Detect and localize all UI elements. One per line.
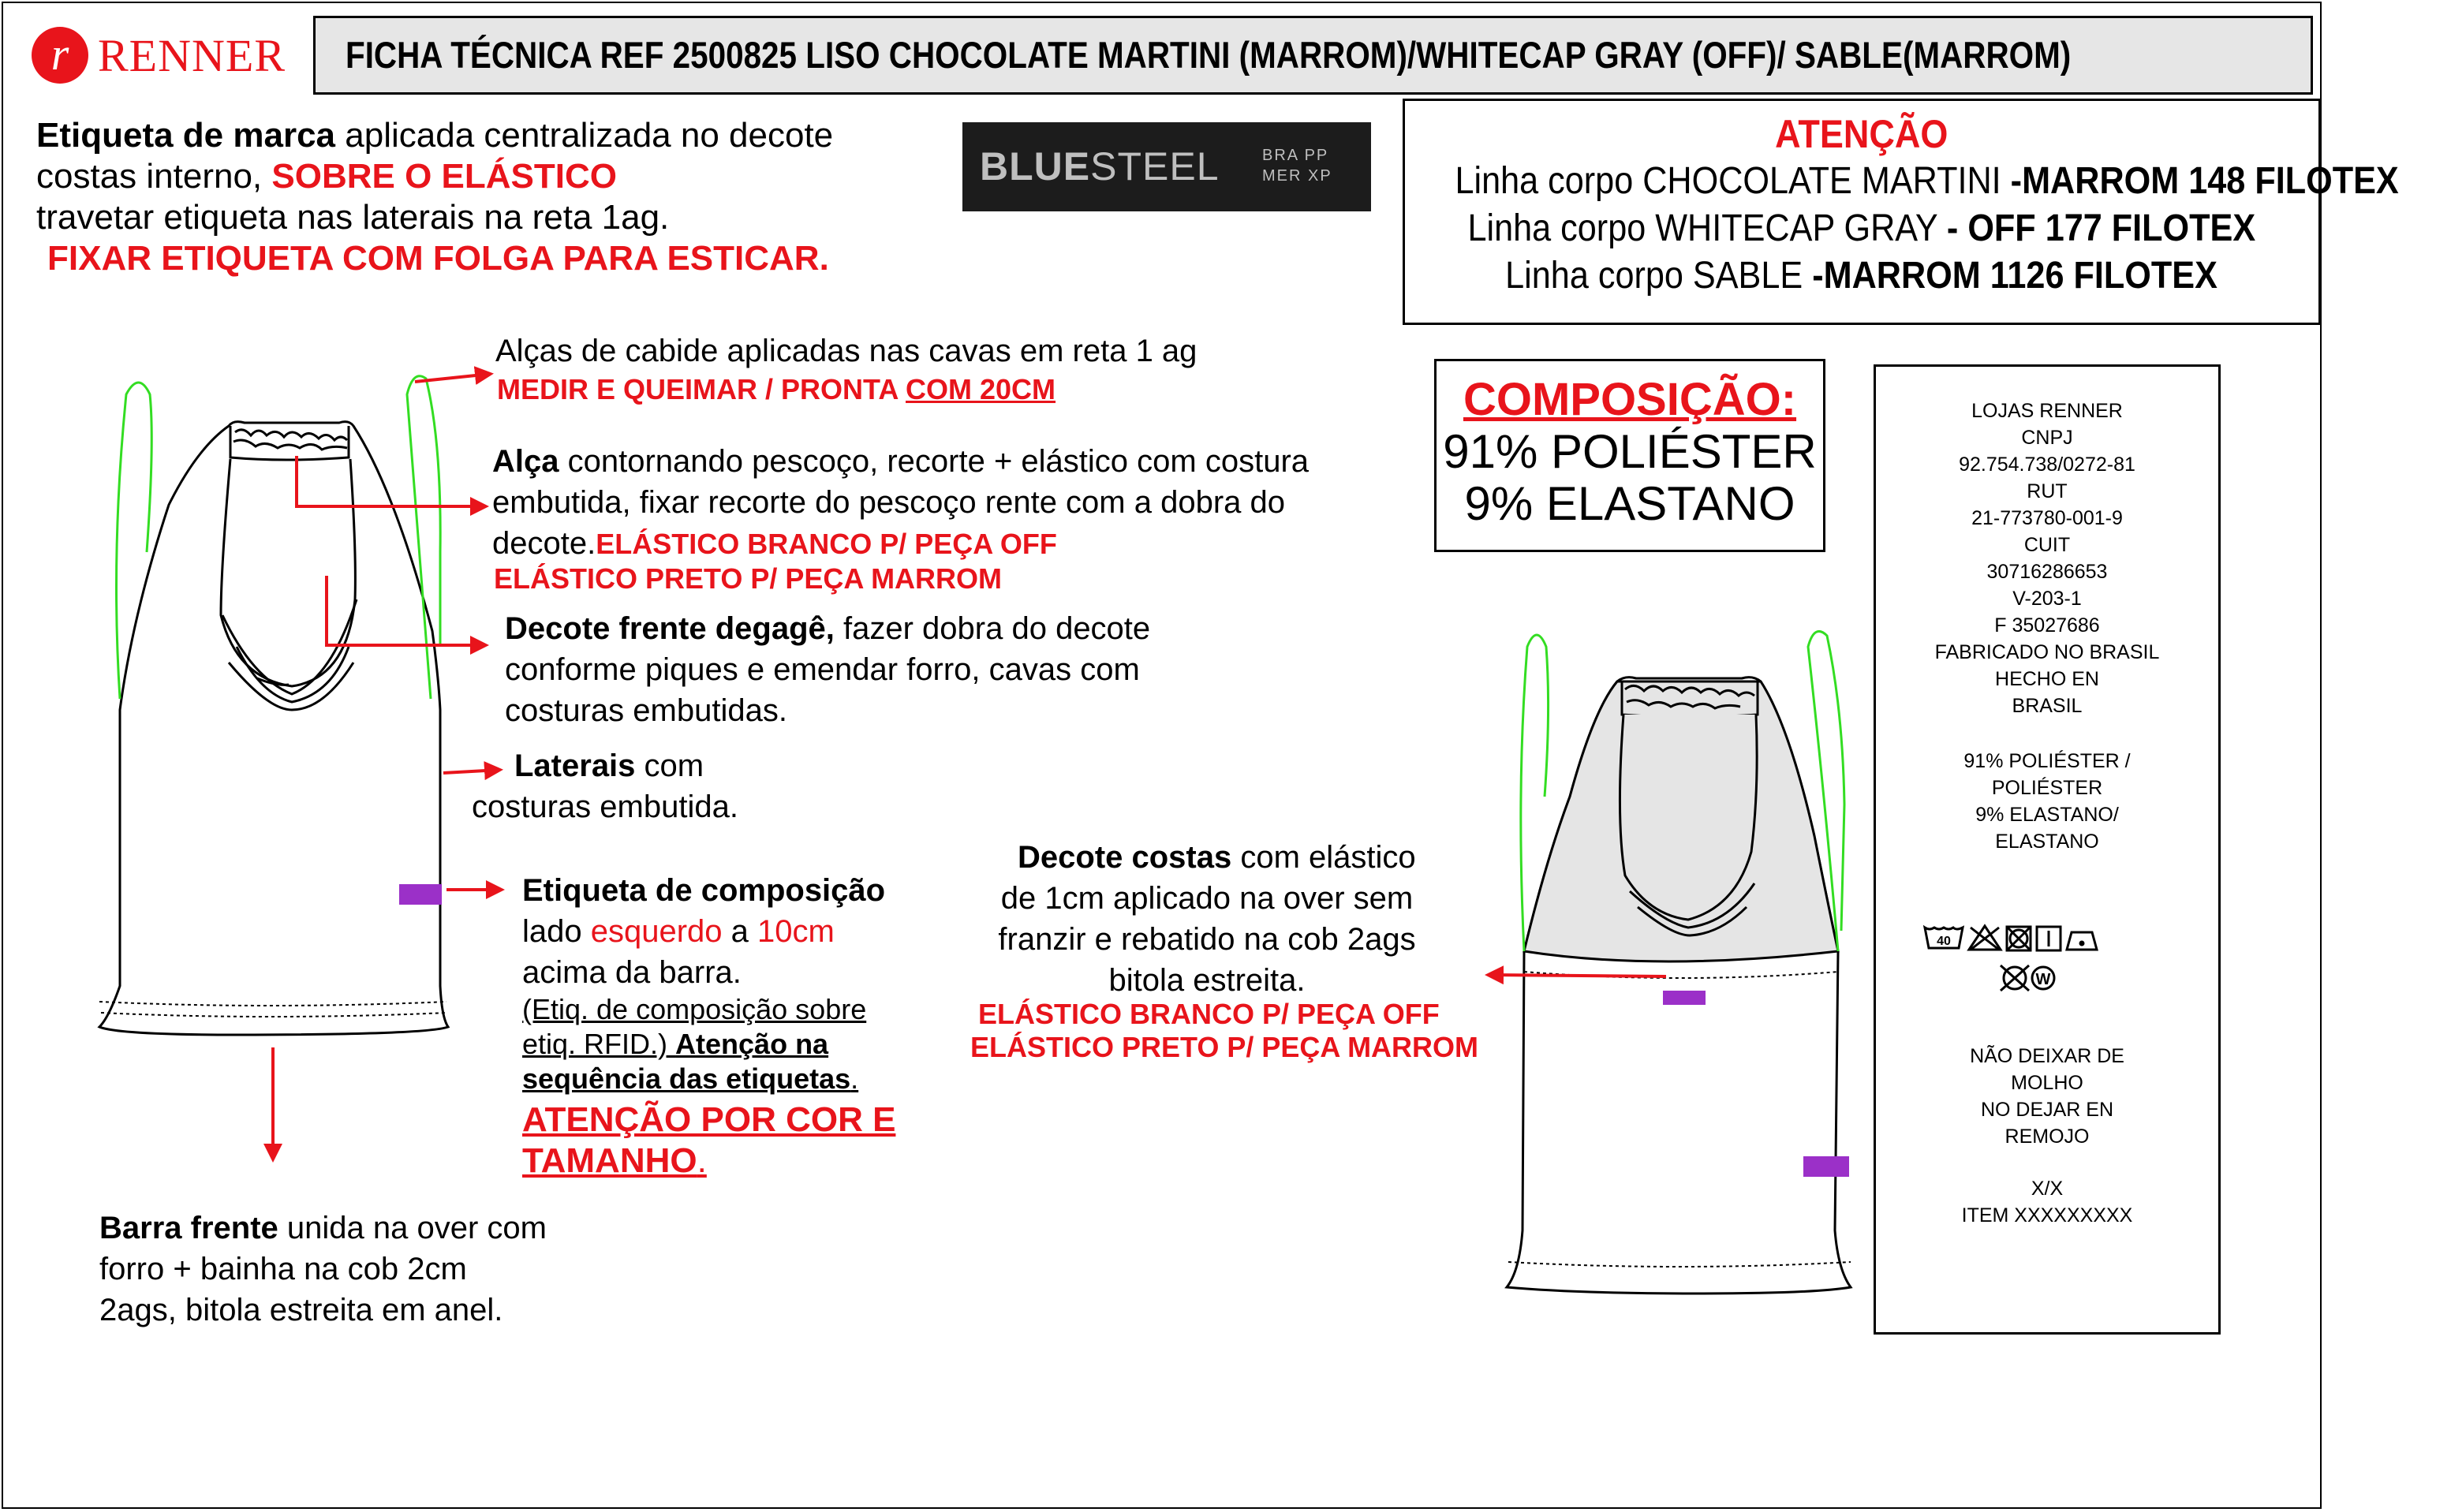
care-label-line: POLIÉSTER <box>1991 777 2103 799</box>
note-etiqueta-4: (Etiq. de composição sobre <box>522 993 867 1025</box>
care-label-line: 21-773780-001-9 <box>1971 507 2123 529</box>
attention-line-3: Linha corpo SABLE -MARROM 1126 FILOTEX <box>1505 255 2218 297</box>
note-alcas-2: MEDIR E QUEIMAR / PRONTA COM 20CM <box>497 373 1056 405</box>
note-etiqueta-5: etiq. RFID.) Atenção na <box>522 1028 829 1060</box>
note-decote-frente-3: costuras embutidas. <box>505 693 787 728</box>
note-alca-2: embutida, fixar recorte do pescoço rente com a dobra do <box>492 485 1285 520</box>
note-costas-4: bitola estreita. <box>1108 963 1306 998</box>
care-label-line: LOJAS RENNER <box>1971 400 2123 422</box>
back-garment <box>1507 678 1851 1294</box>
note-etiqueta-2: lado esquerdo a 10cm <box>522 914 835 949</box>
front-composition-label-marker <box>399 884 442 905</box>
logo-text: RENNER <box>98 30 286 81</box>
note-etiqueta-6: sequência das etiquetas. <box>522 1062 859 1095</box>
care-label-line: MOLHO <box>2011 1072 2083 1094</box>
care-label-line: NO DEJAR EN <box>1980 1099 2114 1121</box>
care-label-line: REMOJO <box>2005 1126 2090 1148</box>
arrow-decote-costas <box>1488 975 1666 976</box>
note-alcas-1: Alças de cabide aplicadas nas cavas em reta 1 ag <box>495 334 1197 368</box>
care-label-line: FABRICADO NO BRASIL <box>1934 641 2160 663</box>
note-costas-3: franzir e rebatido na cob 2ags <box>998 922 1416 957</box>
note-decote-frente-1: Decote frente degagê, fazer dobra do decote <box>505 611 1151 646</box>
note-costas-1: Decote costas com elástico <box>1018 840 1416 875</box>
brand-sample-name: BLUESTEEL <box>980 144 1220 189</box>
note-alca-1: Alça contornando pescoço, recorte + elástico com costura <box>492 444 1310 479</box>
composition-line-1: 91% POLIÉSTER <box>1443 425 1817 478</box>
care-label-line: BRASIL <box>2012 695 2083 717</box>
page-title: FICHA TÉCNICA REF 2500825 LISO CHOCOLATE MARTINI (MARROM)/WHITECAP GRAY (OFF)/ SABLE(MARROM) <box>346 34 2072 76</box>
care-label-line: HECHO EN <box>1995 668 2099 690</box>
note-etiqueta-7: ATENÇÃO POR COR E <box>522 1100 896 1139</box>
brand-label-note-1: Etiqueta de marca aplicada centralizada no decote <box>36 116 834 155</box>
care-label-line: RUT <box>2027 480 2068 502</box>
attention-line-2: Linha corpo WHITECAP GRAY - OFF 177 FILOTEX <box>1467 207 2256 249</box>
note-costas-5: ELÁSTICO BRANCO P/ PEÇA OFF <box>978 998 1440 1030</box>
brand-label-note-3: travetar etiqueta nas laterais na reta 1ag. <box>36 198 670 237</box>
note-costas-2: de 1cm aplicado na over sem <box>1000 881 1414 916</box>
attention-line-1: Linha corpo CHOCOLATE MARTINI -MARROM 148 FILOTEX <box>1455 160 2399 202</box>
care-label-size: X/X <box>2031 1178 2064 1200</box>
note-laterais-1: Laterais com <box>514 749 704 783</box>
note-alca-3: decote.ELÁSTICO BRANCO P/ PEÇA OFF <box>492 526 1057 561</box>
care-label-line: ELASTANO <box>1995 831 2099 853</box>
care-label-line: NÃO DEIXAR DE <box>1970 1045 2124 1067</box>
back-brand-label-marker <box>1663 991 1706 1005</box>
care-label-line: V-203-1 <box>2012 588 2082 610</box>
attention-title: ATENÇÃO <box>1775 112 1948 156</box>
front-garment <box>99 422 448 1035</box>
renner-logo-icon: r <box>32 27 88 84</box>
note-barra-3: 2ags, bitola estreita em anel. <box>99 1293 503 1327</box>
brand-label-note-2: costas interno, SOBRE O ELÁSTICO <box>36 157 617 196</box>
care-label-line: CUIT <box>2023 534 2071 556</box>
note-barra-1: Barra frente unida na over com <box>99 1211 547 1245</box>
wash-temp-label: 40 <box>1937 935 1951 948</box>
note-etiqueta-1: Etiqueta de composição <box>522 873 886 908</box>
care-label-line: 30716286653 <box>1986 561 2108 583</box>
svg-text:W: W <box>2035 971 2051 988</box>
note-etiqueta-3: acima da barra. <box>522 955 742 990</box>
care-label-line: 91% POLIÉSTER / <box>1963 750 2131 772</box>
note-costas-6: ELÁSTICO PRETO P/ PEÇA MARROM <box>970 1031 1479 1063</box>
care-label-line: F 35027686 <box>1994 614 2100 637</box>
care-label-item: ITEM XXXXXXXXX <box>1961 1204 2133 1226</box>
note-etiqueta-8: TAMANHO. <box>522 1141 707 1180</box>
care-label-line: CNPJ <box>2021 427 2073 449</box>
note-decote-frente-2: conforme piques e emendar forro, cavas com <box>505 652 1140 687</box>
note-laterais-2: costuras embutida. <box>472 790 738 824</box>
composition-line-2: 9% ELASTANO <box>1464 477 1795 530</box>
note-alca-4: ELÁSTICO PRETO P/ PEÇA MARROM <box>494 562 1003 595</box>
brand-sample-size-1: BRA PP <box>1262 147 1329 164</box>
note-barra-2: forro + bainha na cob 2cm <box>99 1252 467 1286</box>
care-label-line: 92.754.738/0272-81 <box>1959 454 2135 476</box>
care-label-line: 9% ELASTANO/ <box>1975 804 2119 826</box>
arrow-laterais <box>443 770 500 773</box>
back-composition-label-marker <box>1803 1156 1849 1177</box>
brand-label-note-4: FIXAR ETIQUETA COM FOLGA PARA ESTICAR. <box>47 239 829 278</box>
composition-title: COMPOSIÇÃO: <box>1463 374 1797 425</box>
brand-sample-size-2: MER XP <box>1262 167 1332 185</box>
